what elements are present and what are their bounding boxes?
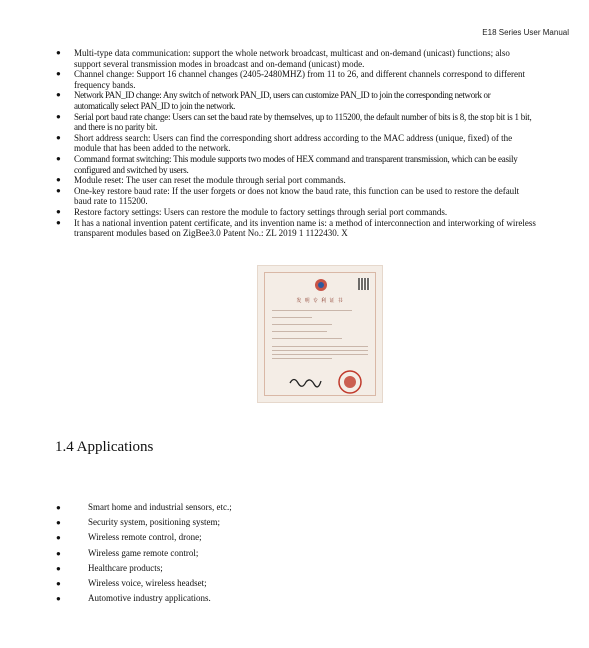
feature-item: ● Channel change: Support 16 channel changes (2405-2480MHZ) from 11 to 26, and different channels correspond to different frequency bands.: [56, 69, 536, 90]
certificate-text-line: [272, 317, 312, 318]
qr-code-icon: [358, 278, 370, 290]
application-item: ● Automotive industry applications.: [56, 591, 232, 606]
application-item: ● Wireless remote control, drone;: [56, 530, 232, 545]
application-item: ● Healthcare products;: [56, 561, 232, 576]
feature-item: ● It has a national invention patent certificate, and its invention name is: a method of interconnection and interworking of wireless transparent modules based on ZigBee3.0 Patent No.: ZL 2019 1 1122430. X: [56, 218, 536, 239]
applications-list: [56, 500, 232, 606]
patent-certificate-image: [257, 265, 383, 403]
running-header: E18 Series User Manual: [482, 28, 569, 37]
feature-item: ● Restore factory settings: Users can restore the module to factory settings through serial port commands.: [56, 207, 536, 218]
certificate-text-line: [272, 331, 327, 332]
certificate-emblem-icon: [314, 278, 328, 292]
certificate-text-line: [272, 358, 332, 359]
feature-item: ● Command format switching: This module supports two modes of HEX command and transparent transmission, which can be easily configured and switched by users.: [56, 154, 536, 175]
application-item: ● Wireless voice, wireless headset;: [56, 576, 232, 591]
certificate-title: 发 明 专 利 证 书: [296, 299, 344, 304]
section-heading: 1.4 Applications: [55, 439, 154, 455]
signature-icon: [288, 374, 322, 388]
application-item: ● Security system, positioning system;: [56, 515, 232, 530]
feature-item: ● Serial port baud rate change: Users can set the baud rate by themselves, up to 115200, the default number of bits is 8, the stop bit is 1 bit, and there is no parity bit.: [56, 112, 536, 133]
certificate-text-line: [272, 324, 332, 325]
certificate-text-line: [272, 346, 368, 347]
feature-item: ● Multi-type data communication: support the whole network broadcast, multicast and on-demand (unicast) functions; also support several transmission modes in broadcast and on-demand (unicast) mode.: [56, 48, 536, 69]
feature-item: ● One-key restore baud rate: If the user forgets or does not know the baud rate, this function can be used to restore the default baud rate to 115200.: [56, 186, 536, 207]
feature-item: ● Short address search: Users can find the corresponding short address according to the MAC address (unique, fixed) of the module that has been added to the network.: [56, 133, 536, 154]
feature-list: [56, 48, 536, 239]
feature-item: ● Network PAN_ID change: Any switch of network PAN_ID, users can customize PAN_ID to join the corresponding network or automatically select PAN_ID to join the network.: [56, 90, 536, 111]
certificate-text-line: [272, 338, 342, 339]
certificate-text-line: [272, 354, 368, 355]
certificate-text-line: [272, 350, 368, 351]
official-seal-icon: [338, 370, 362, 394]
application-item: ● Wireless game remote control;: [56, 546, 232, 561]
application-item: ● Smart home and industrial sensors, etc.;: [56, 500, 232, 515]
certificate-text-line: [272, 310, 352, 311]
feature-item: ● Module reset: The user can reset the module through serial port commands.: [56, 175, 536, 186]
